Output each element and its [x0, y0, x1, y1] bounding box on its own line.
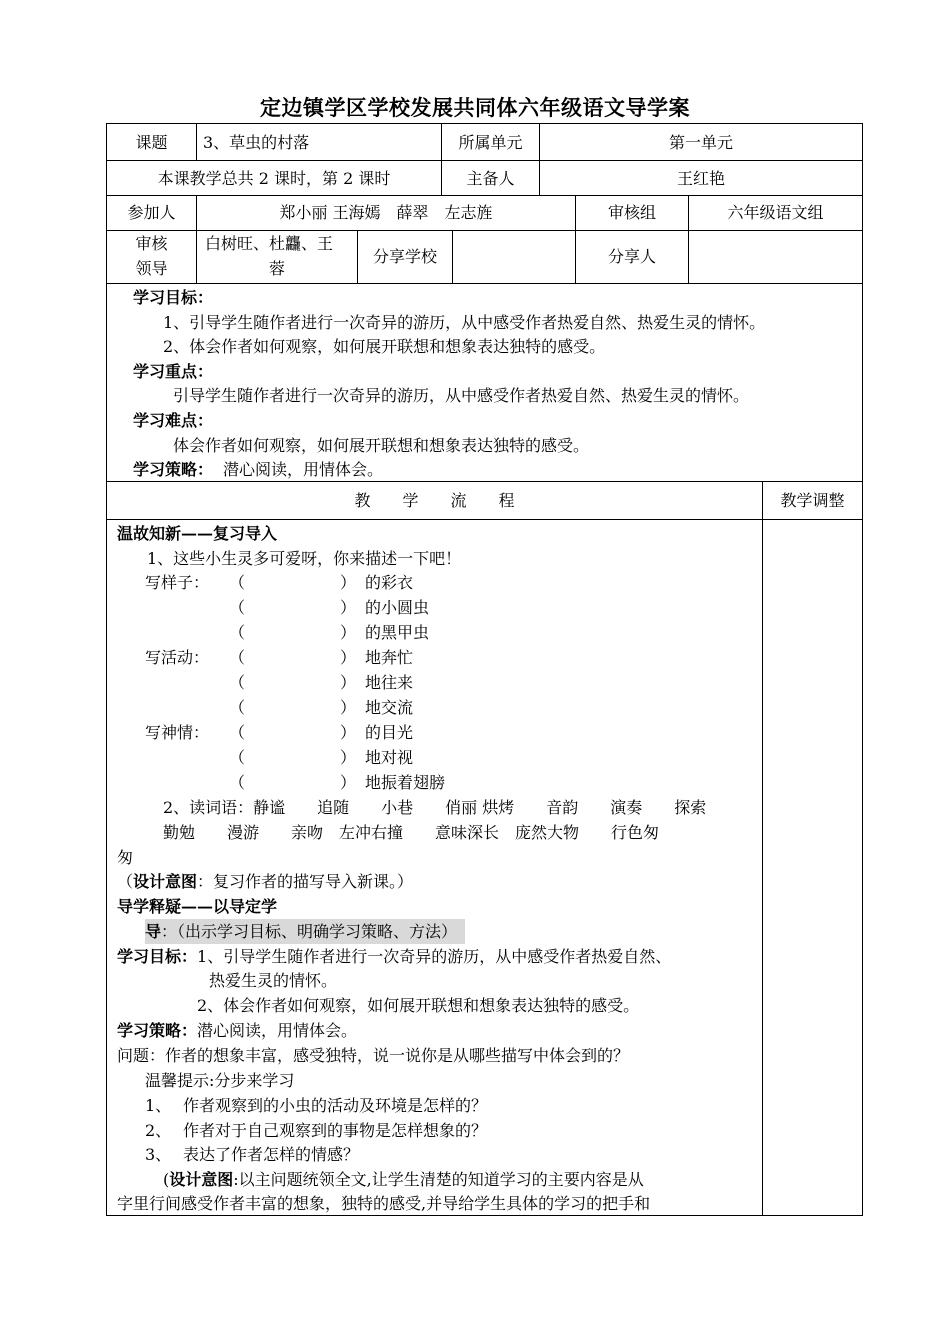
design-intent: （设计意图：复习作者的描写导入新课。）: [117, 872, 414, 891]
review-group-label: 审核组: [607, 203, 656, 222]
vocab-line: 2、读词语：静谧 追随 小巷 俏丽 烘烤 音韵 演奏 探索: [163, 798, 707, 817]
review-group-value: 六年级语文组: [727, 203, 824, 222]
blank-open-paren: （: [229, 698, 246, 717]
goal2-line: 学习目标：1、引导学生随作者进行一次奇异的游历，从中感受作者热爱自然、: [117, 947, 672, 966]
goal-item: 2、体会作者如何观察，如何展开联想和想象表达独特的感受。: [163, 337, 606, 356]
step-text: 作者对于自己观察到的事物是怎样想象的？: [183, 1121, 488, 1140]
row-divider: [106, 519, 863, 520]
goal2-heading: 学习目标：: [117, 947, 198, 966]
row-divider: [106, 160, 863, 161]
fill-suffix: 地奔忙: [365, 648, 414, 667]
key-heading: 学习重点：: [133, 362, 214, 381]
row-divider: [106, 283, 863, 284]
strategy-heading: 学习策略：: [133, 460, 214, 479]
blank-close-paren: ）: [340, 623, 357, 642]
write-mood-label: 写神情：: [145, 723, 210, 742]
leader-label: 领导: [135, 259, 168, 278]
review-heading: 温故知新——复习导入: [117, 524, 278, 543]
flow-header: 教 学 流 程: [354, 491, 515, 510]
goal-heading: 学习目标：: [133, 288, 214, 307]
tip-line: 温馨提示:分步来学习: [145, 1071, 295, 1090]
leader-value: 蓉: [268, 259, 285, 278]
hours-text: 本课教学总共 2 课时，第 2 课时: [157, 169, 391, 188]
share-school-label: 分享学校: [372, 247, 437, 266]
topic-label: 课题: [135, 133, 168, 152]
blank-open-paren: （: [229, 748, 246, 767]
step-text: 作者观察到的小虫的活动及环境是怎样的？: [183, 1096, 488, 1115]
goal-item: 1、引导学生随作者进行一次奇异的游历，从中感受作者热爱自然、热爱生灵的情怀。: [163, 313, 766, 332]
strategy2-heading: 学习策略：: [117, 1021, 198, 1040]
blank-open-paren: （: [229, 648, 246, 667]
blank-open-paren: （: [229, 623, 246, 642]
blank-open-paren: （: [229, 673, 246, 692]
blank-open-paren: （: [229, 773, 246, 792]
blank-close-paren: ）: [340, 648, 357, 667]
blank-open-paren: （: [229, 573, 246, 592]
blank-close-paren: ）: [340, 598, 357, 617]
difficulty-text: 体会作者如何观察，如何展开联想和想象表达独特的感受。: [173, 436, 590, 455]
strategy2-line: 学习策略：潜心阅读，用情体会。: [117, 1021, 358, 1040]
preparer-value: 王红艳: [676, 169, 725, 188]
design-intent: (设计意图:以主问题统领全文,让学生清楚的知道学习的主要内容是从: [163, 1170, 644, 1189]
blank-close-paren: ）: [340, 698, 357, 717]
design-intent-label: 设计意图: [133, 872, 198, 891]
difficulty-heading: 学习难点：: [133, 411, 214, 430]
vocab-line: 勤勉 漫游 亲吻 左冲右撞 意味深长 庞然大物 行色匆: [163, 823, 660, 842]
topic-value: 3、草虫的村落: [203, 133, 310, 152]
blank-close-paren: ）: [340, 723, 357, 742]
fill-suffix: 的彩衣: [365, 573, 414, 592]
col-divider: [196, 123, 197, 161]
col-divider: [452, 230, 453, 284]
col-divider: [762, 481, 763, 1216]
write-act-label: 写活动：: [145, 648, 210, 667]
fill-suffix: 地振着翅膀: [365, 773, 446, 792]
leader-value: 白树旺、杜龘、王: [205, 234, 334, 253]
unit-value: 第一单元: [668, 133, 733, 152]
fill-suffix: 的目光: [365, 723, 414, 742]
fill-suffix: 的小圆虫: [365, 598, 430, 617]
blank-close-paren: ）: [340, 673, 357, 692]
page-title: 定边镇学区学校发展共同体六年级语文导学案: [260, 95, 690, 120]
fill-suffix: 的黑甲虫: [365, 623, 430, 642]
step-number: 1、: [145, 1096, 172, 1115]
design-intent-label: 设计意图: [169, 1170, 234, 1189]
vocab-line: 匆: [117, 848, 134, 867]
guide-heading: 导学释疑——以导定学: [117, 897, 278, 916]
strategy-line: [133, 457, 383, 482]
step-number: 2、: [145, 1121, 172, 1140]
blank-close-paren: ）: [340, 573, 357, 592]
strategy-text: 潜心阅读，用情体会。: [223, 460, 384, 479]
guide-line: 导：（出示学习目标、明确学习策略、方法）: [145, 919, 465, 944]
blank-open-paren: （: [229, 598, 246, 617]
sharer-label: 分享人: [607, 247, 656, 266]
write-look-label: 写样子：: [145, 573, 210, 592]
goal2-line: 2、体会作者如何观察，如何展开联想和想象表达独特的感受。: [197, 996, 640, 1015]
participants-label: 参加人: [127, 203, 176, 222]
fill-suffix: 地交流: [365, 698, 414, 717]
blank-close-paren: ）: [340, 773, 357, 792]
goal2-line: 热爱生灵的情怀。: [209, 971, 338, 990]
review-question: 1、这些小生灵多可爱呀，你来描述一下吧！: [147, 549, 462, 568]
unit-label: 所属单元: [458, 133, 523, 152]
design-intent-line: 字里行间感受作者丰富的想象，独特的感受,并导给学生具体的学习的把手和: [117, 1194, 651, 1213]
participants-value: 郑小丽 王海嫣 薛翠 左志旌: [279, 203, 493, 222]
adjust-header: 教学调整: [780, 491, 845, 510]
key-text: 引导学生随作者进行一次奇异的游历，从中感受作者热爱自然、热爱生灵的情怀。: [173, 386, 750, 405]
fill-suffix: 地往来: [365, 673, 414, 692]
fill-suffix: 地对视: [365, 748, 414, 767]
question-line: 问题：作者的想象丰富，感受独特，说一说你是从哪些描写中体会到的？: [117, 1046, 630, 1065]
step-text: 表达了作者怎样的情感？: [183, 1145, 360, 1164]
leader-label: 审核: [135, 234, 168, 253]
row-divider: [106, 195, 863, 196]
preparer-label: 主备人: [466, 169, 515, 188]
step-number: 3、: [145, 1145, 172, 1164]
blank-open-paren: （: [229, 723, 246, 742]
blank-close-paren: ）: [340, 748, 357, 767]
